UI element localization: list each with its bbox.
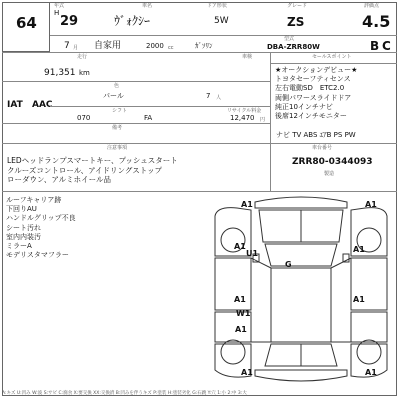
trim-value: 5W [214,16,229,26]
damage-mark: G [285,260,292,269]
condition-item: ミラーA [6,242,32,251]
damage-mark: A1 [365,368,377,377]
damage-mark: A1 [365,200,377,209]
mileage-value: 91,351 [44,68,76,78]
grade-value: ZS [287,15,305,29]
seats-unit: 人 [216,95,222,101]
score-value: 4.5 [362,12,391,31]
damage-mark: W1 [236,309,251,318]
selling-point: ★オークションデビュー★ [275,66,358,74]
condition-item: ルーフキャリア跡 [6,196,62,204]
chassis-sub-label: 製造 [324,171,335,177]
recycle-unit: 円 [260,117,266,123]
recycle-label: リサイクル料金 [227,108,262,114]
selling-point: トヨタセーフティセンス [275,75,351,84]
seats-value: 7 [206,92,211,100]
inspection-label: 車検 [242,54,253,60]
selling-point: 両側パワースライドドア [275,93,352,102]
selling-points-list [275,66,357,121]
mileage-label: 走行 [77,54,88,60]
damage-mark: U1 [246,249,259,258]
score-label: 評価点 [364,3,380,9]
year-era: H [54,9,60,17]
type-label: 型式 [284,36,295,42]
exterior-grade: C [382,39,391,53]
color-label: 色 [114,83,120,89]
damage-mark: A1 [241,200,253,209]
month-value: 7 [64,41,70,51]
roof-outline [271,268,331,342]
auction-sheet [2,2,397,396]
door-label: ドア形状 [207,3,227,9]
year-label: 年式 [54,3,65,9]
trim-code: FA [144,114,153,122]
model-name: ｳﾞｫｸｼｰ [114,14,151,28]
chassis-label: 車台番号 [312,145,333,151]
selling-point: 左右電動SD ETC2.0 [275,84,345,93]
aircon-value: AAC [32,100,53,110]
right-slide-door-outline [351,312,387,342]
note-line: LEDヘッドランプスマートキー、プッシュスタート [7,156,178,165]
condition-item: ハンドルグリップ不良 [6,214,76,223]
condition-item: 下回りAU [6,205,37,214]
note-line: クルーズコントロール、アイドリングストップ [7,165,163,175]
color-value: パール [103,92,124,100]
chassis-number: ZRR80-0344093 [292,157,373,167]
fuel-value: ｶﾞｿﾘﾝ [195,42,213,50]
front-bumper-outline [255,197,347,208]
lot-number: 64 [16,14,37,32]
damage-mark: A1 [353,245,365,254]
selling-point: 純正10インチナビ [275,102,333,111]
model-label: 車名 [142,3,153,9]
condition-item: モデリスタマフラー [6,251,69,260]
condition-list [6,196,76,260]
grade-label: グレード [287,3,308,9]
color-code: 070 [77,114,91,122]
damage-mark: A1 [234,295,246,304]
year-value: 29 [60,14,79,29]
note-label: 備考 [112,125,123,131]
month-unit: 月 [73,45,79,51]
damage-mark: A1 [235,325,247,334]
mileage-unit: km [79,69,90,77]
shift-label: シフト [112,108,128,114]
interior-grade: B [370,39,380,53]
condition-item: 室内内装汚 [6,232,41,241]
notes-list [7,156,178,185]
selling-point: 後席12インチモニター [275,112,347,121]
damage-mark: A1 [353,295,365,304]
windshield-outline [265,244,337,266]
transmission-value: IAT [7,100,23,110]
rear-bumper-outline [255,370,347,381]
equipment-list: ナビ TV ABS ｴｱB PS PW [276,131,356,139]
selling-points-title: セールスポイント [312,54,352,60]
note-line: ローダウン、アルミホイール品 [7,175,111,184]
displacement-value: 2000 [146,42,164,50]
model-code: DBA-ZRR80W [267,43,320,51]
recycle-fee: 12,470 [230,114,255,122]
car-damage-diagram [207,194,395,388]
notes-title: 注意事項 [107,145,128,151]
displacement-unit: cc [168,45,174,51]
damage-legend: A:キズ U:凹み W:波 S:サビ C:腐食 X:要交換 XX:交換済 B:凹みを伴うキズ P:塗装 H:塗装劣化 G:石跳 Y:穴 1:小 2:中 3:大 [2,391,247,396]
condition-item: シート汚れ [6,223,41,232]
damage-mark: A1 [234,242,246,251]
damage-mark: A1 [241,368,253,377]
usage-value: 自家用 [94,41,122,51]
